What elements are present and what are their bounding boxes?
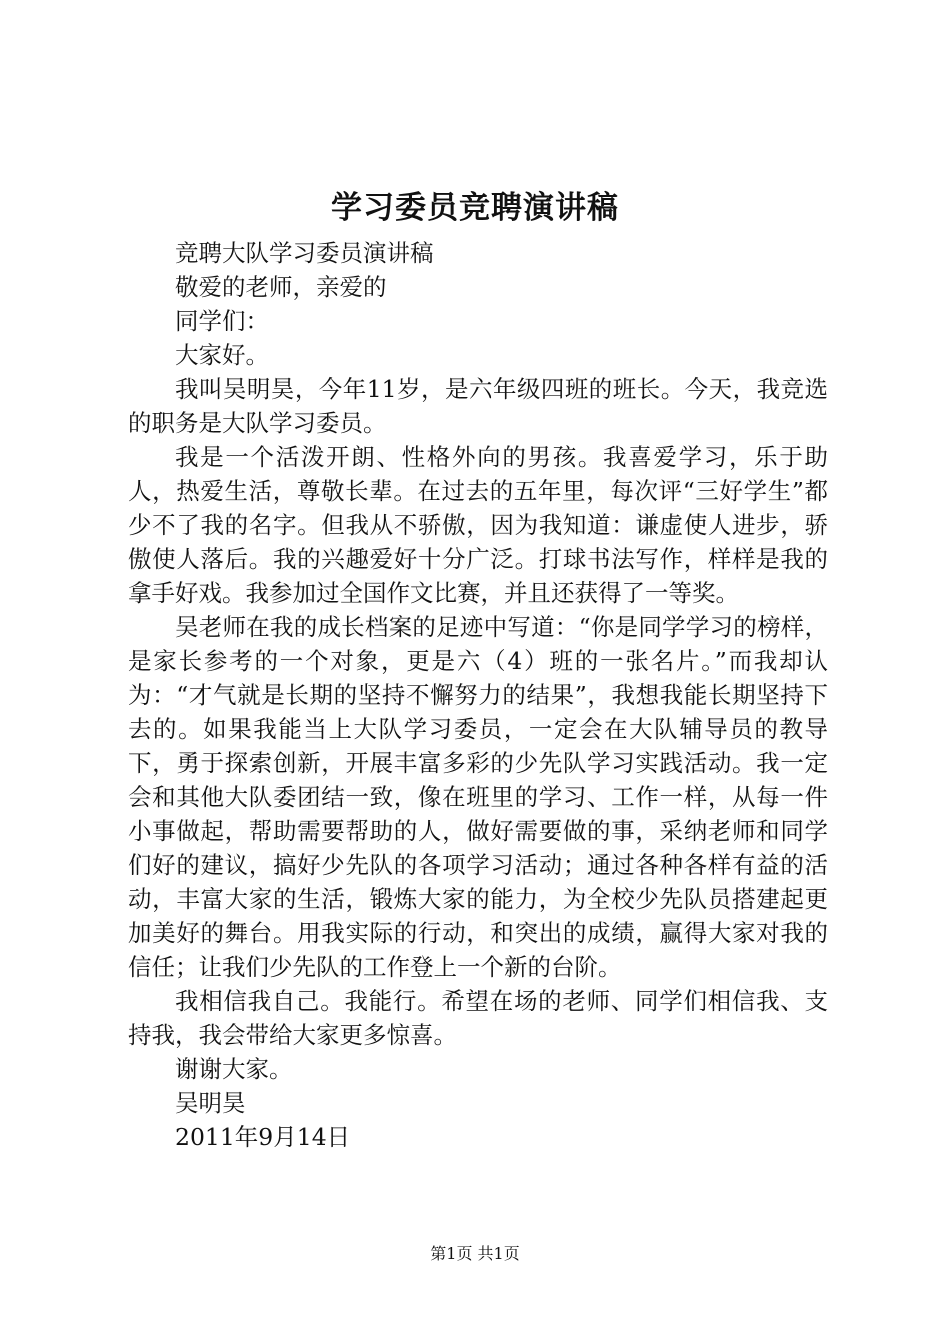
salutation-line-2: 同学们： [175,307,269,335]
paragraph-intro: 我叫吴明昊，今年11岁，是六年级四班的班长。今天，我竞选的职务是大队学习委员。 [128,375,828,437]
closing-thanks: 谢谢大家。 [175,1055,293,1083]
paragraph-plans: 吴老师在我的成长档案的足迹中写道：“你是同学学习的榜样，是家长参考的一个对象，更是六（4）班的一张名片。”而我却认为：“才气就是长期的坚持不懈努力的结果”，我想我能长期坚持下去的。如果我能当上大队学习委员，一定会在大队辅导员的教导下，勇于探索创新，开展丰富多彩的少先队学习实践活动。我一定会和其他大队委团结一致，像在班里的学习、工作一样，从每一件小事做起，帮助需要帮助的人，做好需要做的事，采纳老师和同学们好的建议，搞好少先队的各项学习活动；通过各种各样有益的活动，丰富大家的生活，锻炼大家的能力，为全校少先队员搭建起更加美好的舞台。用我实际的行动，和突出的成绩，赢得大家对我的信任；让我们少先队的工作登上一个新的台阶。 [128,613,828,981]
greeting: 大家好。 [175,341,269,369]
document-title: 学习委员竞聘演讲稿 [331,190,619,226]
signature-name: 吴明昊 [175,1089,246,1117]
paragraph-self-description: 我是一个活泼开朗、性格外向的男孩。我喜爱学习，乐于助人，热爱生活，尊敬长辈。在过去的五年里，每次评“三好学生”都少不了我的名字。但我从不骄傲，因为我知道：谦虚使人进步，骄傲使人落后。我的兴趣爱好十分广泛。打球书法写作，样样是我的拿手好戏。我参加过全国作文比赛，并且还获得了一等奖。 [128,443,828,607]
paragraph-confidence: 我相信我自己。我能行。希望在场的老师、同学们相信我、支持我，我会带给大家更多惊喜。 [128,987,828,1049]
salutation-line-1: 敬爱的老师，亲爱的 [175,273,387,301]
speech-subtitle: 竞聘大队学习委员演讲稿 [175,239,434,267]
page-number-footer: 第1页 共1页 [430,1244,520,1263]
signature-date: 2011年9月14日 [175,1123,351,1151]
document-body [128,236,828,1154]
